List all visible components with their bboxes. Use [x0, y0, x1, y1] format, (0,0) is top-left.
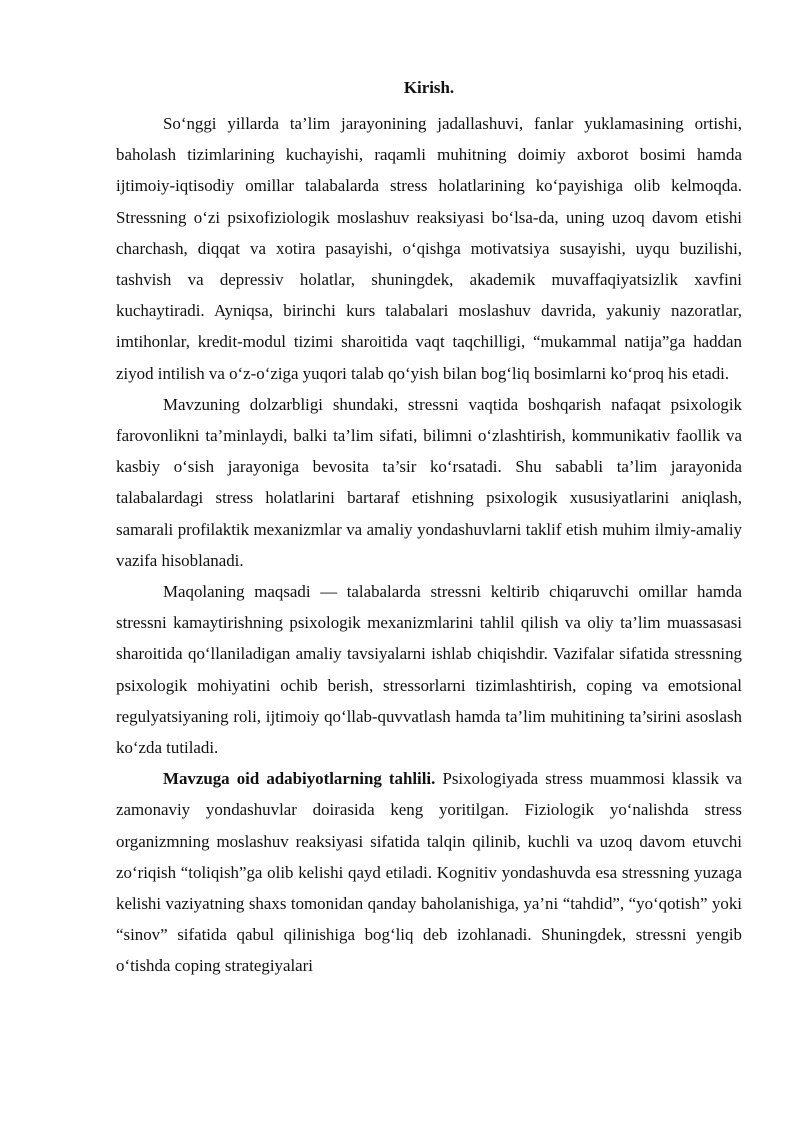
- paragraph-lead-heading: Mavzuga oid adabiyotlarning tahlili.: [163, 769, 436, 789]
- paragraph-text: So‘nggi yillarda ta’lim jarayonining jadallashuvi, fanlar yuklamasining ortishi, baholash tizimlarining kuchayishi, raqamli muhitning doimiy axborot bosimi hamda ijtimoiy-iqtisodiy omillar talabalarda stress holatlarining ko‘payishiga olib kelmoqda. Stressning o‘zi psixofiziologik moslashuv reaksiyasi bo‘lsa-da, uning uzoq davom etishi charchash, diqqat va xotira pasayishi, o‘qishga motivatsiya susayishi, uyqu buzilishi, tashvish va depressiv holatlar, shuningdek, akademik muvaffaqiyatsizlik xavfini kuchaytiradi. Ayniqsa, birinchi kurs talabalari moslashuv davrida, yakuniy nazoratlar, imtihonlar, kredit-modul tizimi sharoitida vaqt taqchilligi, “mukammal natija”ga haddan ziyod intilish va o‘z-o‘ziga yuqori talab qo‘yish bilan bog‘liq bosimlarni ko‘proq his etadi.: [116, 114, 742, 383]
- paragraph-introduction: [116, 108, 742, 389]
- document-page: [116, 68, 742, 982]
- paragraph-text: Psixologiyada stress muammosi klassik va zamonaviy yondashuvlar doirasida keng yoritilgan. Fiziologik yo‘nalishda stress organizmning moslashuv reaksiyasi sifatida talqin qilinib, kuchli va uzoq davom etuvchi zo‘riqish “toliqish”ga olib kelishi qayd etiladi. Kognitiv yondashuvda esa stressning yuzaga kelishi vaziyatning shaxs tomonidan qanday baholanishiga, ya’ni “tahdid”, “yo‘qotish” yoki “sinov” sifatida qabul qilinishiga bog‘liq deb izohlanadi. Shuningdek, stressni yengib o‘tishda coping strategiyalari: [116, 769, 742, 976]
- section-heading: Kirish.: [403, 78, 455, 97]
- paragraph-aim: [116, 576, 742, 763]
- paragraph-text: Maqolaning maqsadi — talabalarda stressni keltirib chiqaruvchi omillar hamda stressni kamaytirishning psixologik mexanizmlarini tahlil qilish va oliy ta’lim muassasasi sharoitida qo‘llaniladigan amaliy tavsiyalarni ishlab chiqishdir. Vazifalar sifatida stressning psixologik mohiyatini ochib berish, stressorlarni tizimlashtirish, coping va emotsional regulyatsiyaning roli, ijtimoiy qo‘llab-quvvatlash hamda ta’lim muhitining ta’sirini asoslash ko‘zda tutiladi.: [116, 582, 742, 758]
- paragraph-text: Mavzuning dolzarbligi shundaki, stressni vaqtida boshqarish nafaqat psixologik farovonlikni ta’minlaydi, balki ta’lim sifati, bilimni o‘zlashtirish, kommunikativ faollik va kasbiy o‘sish jarayoniga bevosita ta’sir ko‘rsatadi. Shu sababli ta’lim jarayonida talabalardagi stress holatlarini bartaraf etishning psixologik xususiyatlarini aniqlash, samarali profilaktik mexanizmlar va amaliy yondashuvlarni taklif etish muhim ilmiy-amaliy vazifa hisoblanadi.: [116, 394, 742, 570]
- paragraph-literature-review: [116, 763, 742, 981]
- paragraph-relevance: [116, 389, 742, 576]
